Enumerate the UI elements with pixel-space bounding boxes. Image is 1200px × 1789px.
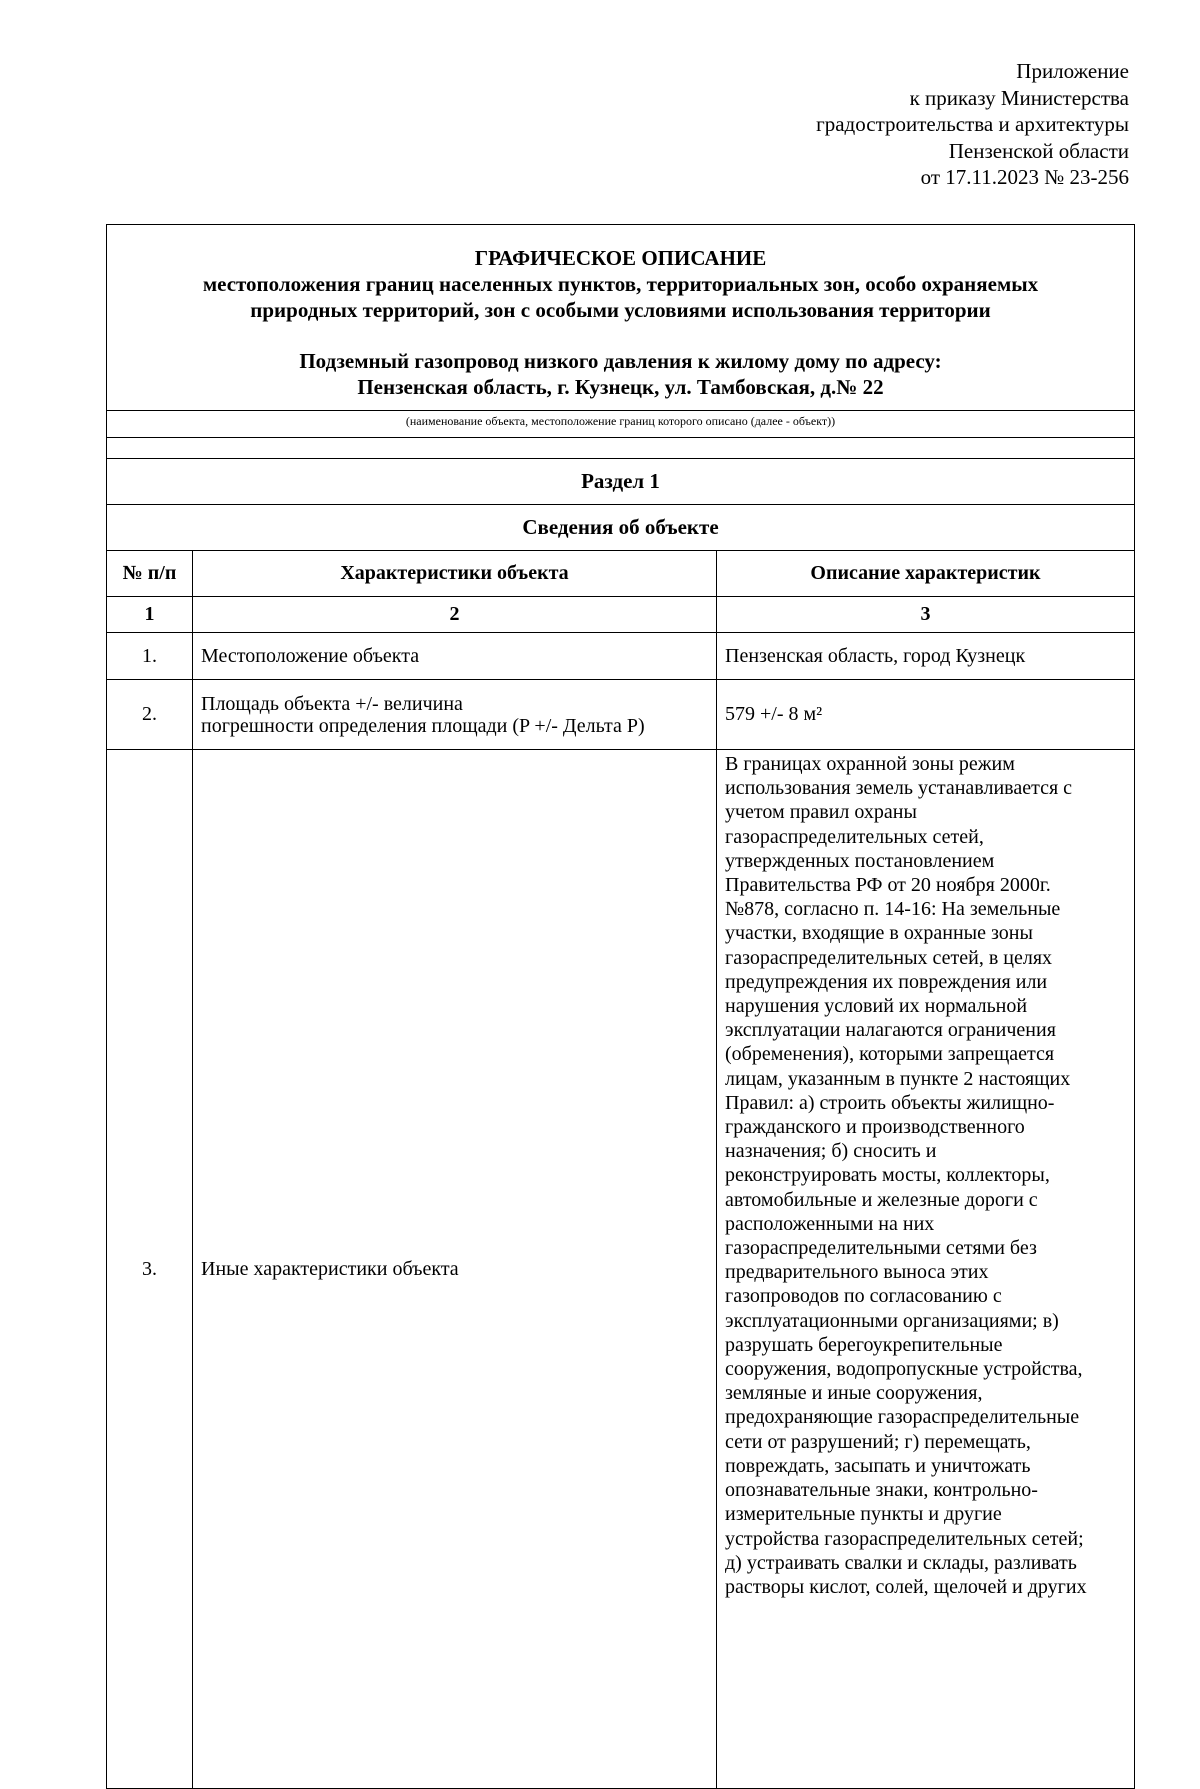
- row-characteristic: [193, 680, 717, 750]
- column-header-description: Описание характеристик: [717, 551, 1135, 597]
- description-line: реконструировать мосты, коллекторы,: [725, 1164, 1050, 1187]
- description-line: растворы кислот, солей, щелочей и других: [725, 1575, 1087, 1598]
- object-name: Подземный газопровод низкого давления к жилому дому по адресу:: [299, 349, 942, 373]
- description-line: учетом правил охраны: [725, 801, 917, 824]
- object-name-note: (наименование объекта, местоположение границ которого описано (далее - объект)): [107, 411, 1135, 438]
- description-line: предварительного выноса этих: [725, 1261, 989, 1284]
- column-header-number: № п/п: [107, 551, 193, 597]
- row-characteristic: Иные характеристики объекта: [193, 750, 717, 1789]
- description-line: д) устраивать свалки и склады, разливать: [725, 1551, 1077, 1574]
- table-row: [107, 750, 1135, 1789]
- characteristic-line: Площадь объекта +/- величина: [201, 692, 463, 715]
- appendix-date-number: от 17.11.2023 № 23-256: [920, 165, 1129, 189]
- table-row: [107, 633, 1135, 680]
- document-subtitle: местоположения границ населенных пунктов, территориальных зон, особо охраняемых: [202, 272, 1039, 296]
- characteristic-line: погрешности определения площади (P +/- Дельта P): [201, 714, 645, 737]
- description-line: Правил: а) строить объекты жилищно-: [725, 1091, 1055, 1114]
- description-line: земляные и иные сооружения,: [725, 1382, 983, 1405]
- description-line: опознавательные знаки, контрольно-: [725, 1479, 1038, 1502]
- appendix-block: [816, 58, 1129, 191]
- description-line: разрушать берегоукрепительные: [725, 1333, 1003, 1356]
- appendix-line: Приложение: [1016, 59, 1129, 83]
- appendix-line: Пензенской области: [948, 138, 1129, 163]
- row-number: 3.: [107, 750, 193, 1789]
- section-title: Сведения об объекте: [107, 505, 1135, 551]
- description-line: (обременения), которыми запрещается: [725, 1043, 1055, 1066]
- spacer-row: [107, 438, 1135, 459]
- description-line: нарушения условий их нормальной: [725, 995, 1028, 1018]
- description-line: газопроводов по согласованию с: [725, 1285, 1002, 1308]
- description-line: устройства газораспределительных сетей;: [725, 1527, 1084, 1550]
- description-line: повреждать, засыпать и уничтожать: [725, 1454, 1031, 1477]
- long-description-text: [725, 752, 1126, 1599]
- row-description-long: [717, 750, 1135, 1789]
- description-line: автомобильные и железные дороги с: [725, 1188, 1038, 1211]
- document-header: [107, 225, 1135, 411]
- section-number: Раздел 1: [107, 459, 1135, 505]
- row-number: 1.: [107, 633, 193, 680]
- column-number: 3: [717, 597, 1135, 633]
- description-line: утвержденных постановлением: [725, 849, 995, 872]
- description-line: предохраняющие газораспределительные: [725, 1406, 1080, 1429]
- appendix-line: градостроительства и архитектуры: [816, 112, 1129, 136]
- description-line: участки, входящие в охранные зоны: [725, 922, 1033, 945]
- description-line: предупреждения их повреждения или: [725, 970, 1048, 993]
- section-title-row: [107, 505, 1135, 551]
- description-line: В границах охранной зоны режим: [725, 753, 1015, 775]
- column-header-characteristic: Характеристики объекта: [193, 551, 717, 597]
- object-address: Пензенская область, г. Кузнецк, ул. Тамбовская, д.№ 22: [357, 375, 884, 399]
- column-number: 1: [107, 597, 193, 633]
- description-line: Правительства РФ от 20 ноября 2000г.: [725, 874, 1051, 897]
- description-line: сооружения, водопропускные устройства,: [725, 1358, 1083, 1381]
- header-row: [107, 225, 1135, 411]
- table-row: [107, 680, 1135, 750]
- description-line: использования земель устанавливается с: [725, 777, 1073, 800]
- description-line: газораспределительных сетей,: [725, 825, 984, 848]
- object-info-table: [106, 224, 1135, 1789]
- spacer-cell: [107, 438, 1135, 459]
- appendix-line: к приказу Министерства: [909, 85, 1129, 110]
- document-title: ГРАФИЧЕСКОЕ ОПИСАНИЕ: [474, 246, 767, 270]
- description-line: измерительные пункты и другие: [725, 1503, 1002, 1526]
- description-line: эксплуатационными организациями; в): [725, 1309, 1059, 1332]
- note-row: [107, 411, 1135, 438]
- column-header-row: [107, 551, 1135, 597]
- description-line: газораспределительных сетей, в целях: [725, 946, 1053, 969]
- description-line: эксплуатации налагаются ограничения: [725, 1019, 1056, 1042]
- row-description: Пензенская область, город Кузнецк: [717, 633, 1135, 680]
- description-line: №878, согласно п. 14-16: На земельные: [725, 898, 1061, 921]
- column-number-row: [107, 597, 1135, 633]
- description-line: гражданского и производственного: [725, 1116, 1025, 1139]
- section-number-row: [107, 459, 1135, 505]
- description-line: газораспределительными сетями без: [725, 1237, 1037, 1260]
- column-number: 2: [193, 597, 717, 633]
- document-subtitle: природных территорий, зон с особыми условиями использования территории: [250, 298, 991, 322]
- row-description: 579 +/- 8 м²: [717, 680, 1135, 750]
- description-line: лицам, указанным в пункте 2 настоящих: [725, 1067, 1071, 1090]
- description-line: сети от разрушений; г) перемещать,: [725, 1430, 1031, 1453]
- row-number: 2.: [107, 680, 193, 750]
- description-line: назначения; б) сносить и: [725, 1140, 937, 1163]
- row-characteristic: Местоположение объекта: [193, 633, 717, 680]
- description-line: расположенными на них: [725, 1212, 935, 1235]
